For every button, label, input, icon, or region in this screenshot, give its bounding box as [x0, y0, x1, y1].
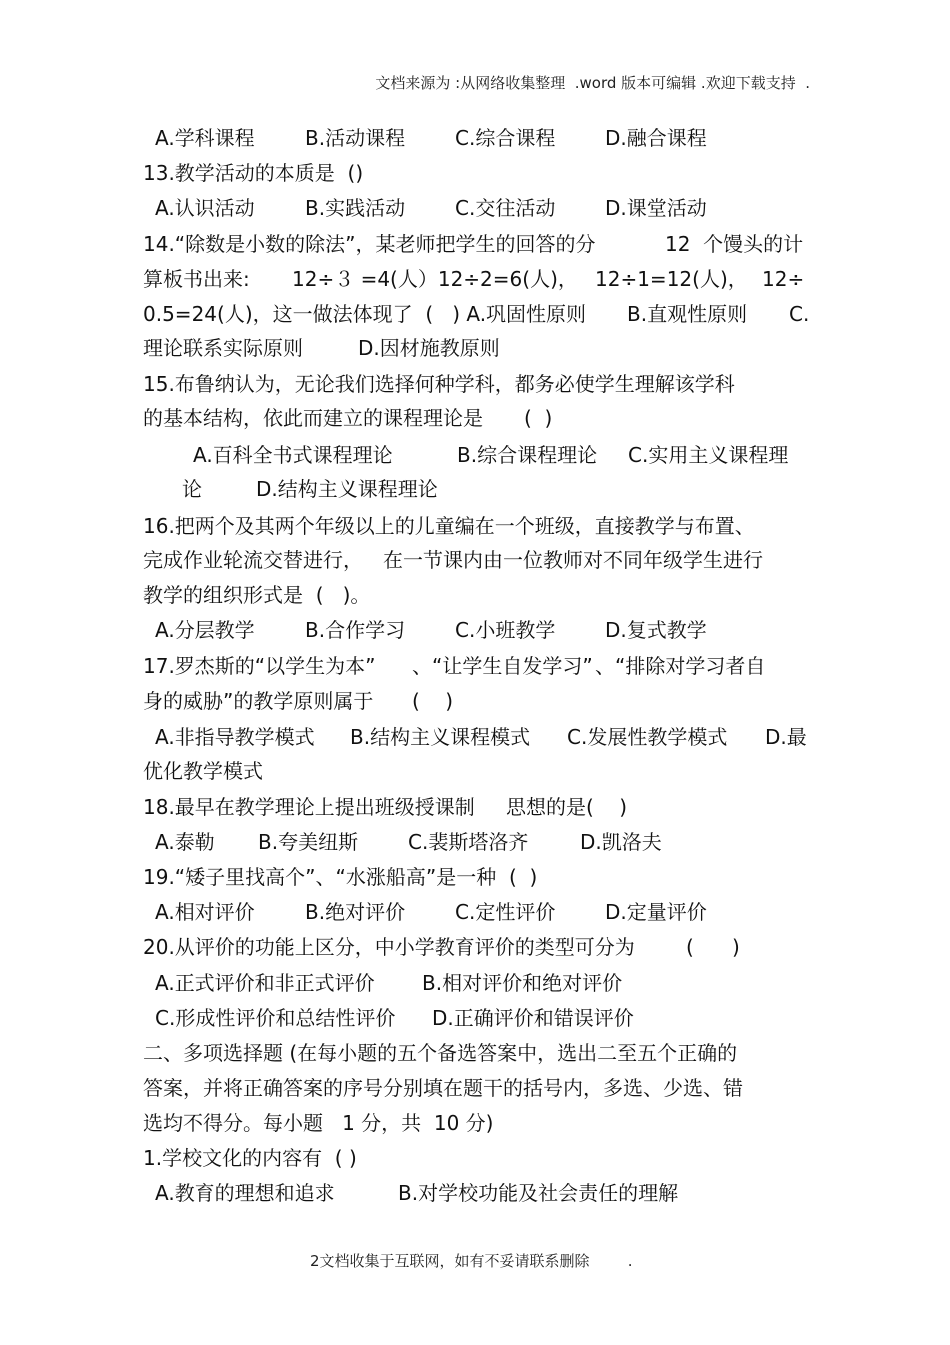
text-segment: 答案，并将正确答案的序号分别填在题干的括号内，多选、少选、错	[143, 1076, 743, 1100]
text-segment: 教学的组织形式是 ( )。	[143, 583, 371, 607]
text-segment: 16.把两个及其两个年级以上的儿童编在一个班级，直接教学与布置、	[143, 514, 755, 538]
text-segment: 身的威胁”的教学原则属于	[143, 689, 374, 713]
text-segment: C.交往活动	[455, 196, 556, 220]
text-segment: 选均不得分。每小题 1 分，共 10 分)	[143, 1111, 494, 1135]
text-segment: ( )	[524, 406, 553, 430]
text-segment: A.相对评价	[155, 900, 255, 924]
text-segment: C.实用主义课程理	[628, 443, 789, 467]
text-segment: D.复式教学	[605, 618, 707, 642]
text-segment: 、“让学生自发学习”	[412, 654, 593, 678]
text-segment: B.对学校功能及社会责任的理解	[398, 1181, 679, 1205]
text-segment: D.最	[765, 725, 807, 749]
text-segment: B.结构主义课程模式	[350, 725, 531, 749]
text-segment: C.发展性教学模式	[567, 725, 728, 749]
page-footer: 2文档收集于互联网，如有不妥请联系删除 .	[310, 1252, 633, 1270]
text-segment: 12÷	[762, 267, 805, 291]
text-segment: D.课堂活动	[605, 196, 707, 220]
text-segment: C.裴斯塔洛齐	[408, 830, 529, 854]
text-segment: A.非指导教学模式	[155, 725, 315, 749]
text-segment: 的基本结构，依此而建立的课程理论是	[143, 406, 483, 430]
text-segment: 14.“除数是小数的除法”，某老师把学生的回答的分	[143, 232, 596, 256]
text-segment: 20.从评价的功能上区分，中小学教育评价的类型可分为	[143, 935, 635, 959]
text-segment: A.学科课程	[155, 126, 255, 150]
text-segment: D.融合课程	[605, 126, 707, 150]
text-segment: C.定性评价	[455, 900, 556, 924]
text-segment: 在一节课内由一位教师对不同年级学生进行	[383, 548, 763, 572]
text-segment: 算板书出来:	[143, 267, 250, 291]
text-segment: A.教育的理想和追求	[155, 1181, 335, 1205]
text-segment: D.因材施教原则	[358, 336, 500, 360]
text-segment: B.合作学习	[305, 618, 406, 642]
page-header: 文档来源为 :从网络收集整理 .word 版本可编辑 .欢迎下载支持 .	[375, 74, 810, 92]
text-segment: 12÷1=12(人)，	[595, 267, 748, 291]
text-segment: A.泰勒	[155, 830, 215, 854]
text-segment: D.凯洛夫	[580, 830, 662, 854]
text-segment: 1.学校文化的内容有 ( )	[143, 1146, 357, 1170]
text-segment: A.百科全书式课程理论	[193, 443, 393, 467]
text-segment: 0.5=24(人)，这一做法体现了 ( ) A.巩固性原则	[143, 302, 587, 326]
text-segment: 论	[182, 477, 202, 501]
text-segment: 、“排除对学习者自	[595, 654, 766, 678]
text-segment: A.分层教学	[155, 618, 255, 642]
text-segment: 19.“矮子里找高个”、“水涨船高”是一种 ( )	[143, 865, 538, 889]
text-segment: C.综合课程	[455, 126, 556, 150]
text-segment: 12 个馒头的计	[665, 232, 804, 256]
text-segment: C.小班教学	[455, 618, 556, 642]
text-segment: 13.教学活动的本质是 ()	[143, 161, 364, 185]
text-segment: D.定量评价	[605, 900, 707, 924]
text-segment: B.实践活动	[305, 196, 406, 220]
text-segment: B.活动课程	[305, 126, 406, 150]
text-segment: 理论联系实际原则	[143, 336, 303, 360]
text-segment: B.综合课程理论	[457, 443, 598, 467]
text-segment: D.正确评价和错误评价	[432, 1006, 634, 1030]
text-segment: 15.布鲁纳认为，无论我们选择何种学科，都务必使学生理解该学科	[143, 372, 735, 396]
text-segment: B.绝对评价	[305, 900, 406, 924]
text-segment: D.结构主义课程理论	[256, 477, 438, 501]
text-segment: A.认识活动	[155, 196, 255, 220]
text-segment: 17.罗杰斯的“以学生为本”	[143, 654, 376, 678]
text-segment: 思想的是( )	[506, 795, 628, 819]
text-segment: 优化教学模式	[143, 759, 263, 783]
text-segment: A.正式评价和非正式评价	[155, 971, 375, 995]
text-segment: C.	[789, 302, 810, 326]
text-segment: B.直观性原则	[627, 302, 748, 326]
text-segment: 二、多项选择题 (在每小题的五个备选答案中，选出二至五个正确的	[143, 1041, 738, 1065]
text-segment: B.相对评价和绝对评价	[422, 971, 623, 995]
text-segment: B.夸美纽斯	[258, 830, 359, 854]
text-segment: ( )	[686, 935, 740, 959]
text-segment: 18.最早在教学理论上提出班级授课制	[143, 795, 475, 819]
text-segment: 完成作业轮流交替进行，	[143, 548, 363, 572]
text-segment: C.形成性评价和总结性评价	[155, 1006, 396, 1030]
text-segment: ( )	[412, 689, 454, 713]
text-segment: 12÷３ =4(人）12÷2=6(人)，	[292, 267, 578, 291]
